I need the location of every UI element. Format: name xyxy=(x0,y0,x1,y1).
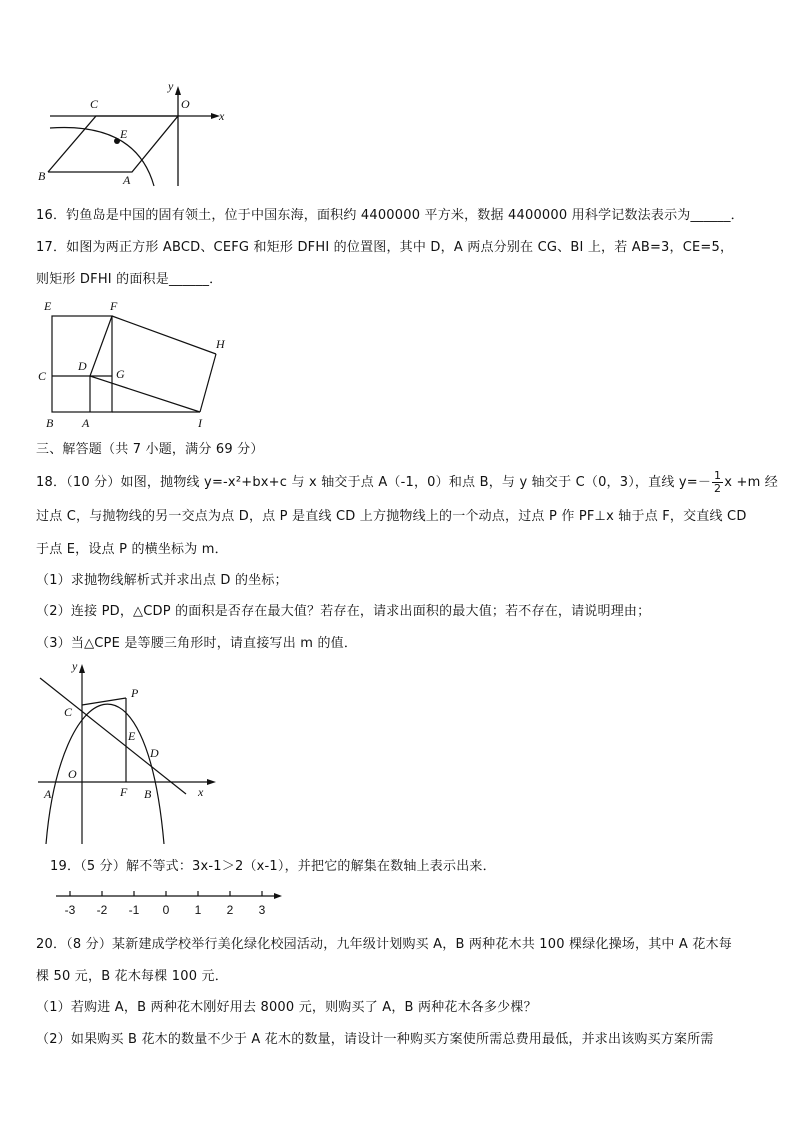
fig17-label-A: A xyxy=(82,416,90,430)
number-line-label: -1 xyxy=(128,903,140,917)
number-line-label: 0 xyxy=(162,903,170,917)
figure-q17 xyxy=(36,298,236,432)
q18-sub2: （2）连接 PD，△CDP 的面积是否存在最大值？若存在，请求出面积的最大值；若不存在，请说明理由； xyxy=(36,604,651,619)
q18-frac-num: 1 xyxy=(714,469,722,482)
fig15-label-B: B xyxy=(38,169,46,183)
fig18-label-O: O xyxy=(68,767,77,781)
fig17-label-F: F xyxy=(110,299,118,313)
section3-title: 三、解答题（共 7 小题，满分 69 分） xyxy=(36,442,264,457)
number-line-label: -3 xyxy=(64,903,76,917)
figure-q18 xyxy=(36,658,226,846)
fig15-label-E: E xyxy=(120,127,128,141)
fig17-label-G: G xyxy=(116,367,125,381)
q18-frac-den: 2 xyxy=(714,482,722,495)
fig18-label-y: y xyxy=(72,659,78,673)
q20-sub2: （2）如果购买 B 花木的数量不少于 A 花木的数量，请设计一种购买方案使所需总费用最低，并求出该购买方案所需 xyxy=(36,1032,714,1047)
q20-line1: 20．（8 分）某新建成学校举行美化绿化校园活动，九年级计划购买 A，B 两种花木共 100 棵绿化操场，其中 A 花木每 xyxy=(36,937,732,952)
fig18-label-P: P xyxy=(131,686,139,700)
q18-sub3: （3）当△CPE 是等腰三角形时，请直接写出 m 的值． xyxy=(36,636,358,651)
fig17-label-E: E xyxy=(44,299,52,313)
number-line-label: 2 xyxy=(226,903,234,917)
q18-line1-pre: 18．（10 分）如图，抛物线 y=-x²+bx+c 与 x 轴交于点 A（-1，0）和点 B，与 y 轴交于 C（0，3），直线 y=－ xyxy=(36,475,712,490)
fig15-label-A: A xyxy=(123,173,131,187)
q17-line1: 17．如图为两正方形 ABCD、CEFG 和矩形 DFHI 的位置图，其中 D，A 两点分别在 CG、BI 上，若 AB=3，CE=5， xyxy=(36,240,734,255)
fig15-label-C: C xyxy=(90,97,99,111)
fig17-label-I: I xyxy=(198,416,202,430)
q18-line2: 过点 C，与抛物线的另一交点为点 D，点 P 是直线 CD 上方抛物线上的一个动点，过点 P 作 PF⊥x 轴于点 F，交直线 CD xyxy=(36,509,747,524)
fig18-label-B: B xyxy=(144,787,152,801)
fig18-label-E: E xyxy=(128,729,136,743)
number-line-label: -2 xyxy=(96,903,108,917)
number-line-label: 1 xyxy=(194,903,202,917)
fig17-label-H: H xyxy=(216,337,225,351)
fig18-label-x: x xyxy=(198,785,204,799)
q18-line3: 于点 E，设点 P 的横坐标为 m． xyxy=(36,542,228,557)
fig15-label-O: O xyxy=(181,97,190,111)
number-line-label: 3 xyxy=(258,903,266,917)
q18-line1-post: x +m 经 xyxy=(724,475,778,490)
q16-text: 16．钓鱼岛是中国的固有领土，位于中国东海，面积约 4400000 平方米，数据 4400000 用科学记数法表示为______． xyxy=(36,208,744,223)
q17-line2: 则矩形 DFHI 的面积是______． xyxy=(36,272,223,287)
q18-line1 xyxy=(36,469,778,495)
q20-sub1: （1）若购进 A，B 两种花木刚好用去 8000 元，则购买了 A，B 两种花木各多少棵？ xyxy=(36,1000,537,1015)
number-line xyxy=(54,886,284,920)
fig18-label-D: D xyxy=(150,746,159,760)
figure-q15 xyxy=(36,78,236,190)
q19-text: 19．（5 分）解不等式：3x-1＞2（x-1），并把它的解集在数轴上表示出来． xyxy=(50,859,496,874)
fig18-label-F: F xyxy=(120,785,128,799)
q18-sub1: （1）求抛物线解析式并求出点 D 的坐标； xyxy=(36,573,288,588)
q20-line2: 棵 50 元，B 花木每棵 100 元． xyxy=(36,969,228,984)
fig15-label-x: x xyxy=(219,109,225,123)
fig17-label-B: B xyxy=(46,416,54,430)
q18-fraction xyxy=(712,470,723,495)
fig18-label-A: A xyxy=(44,787,52,801)
fig18-label-C: C xyxy=(64,705,73,719)
fig17-label-D: D xyxy=(78,359,87,373)
fig17-label-C: C xyxy=(38,369,47,383)
fig15-label-y: y xyxy=(168,79,174,93)
